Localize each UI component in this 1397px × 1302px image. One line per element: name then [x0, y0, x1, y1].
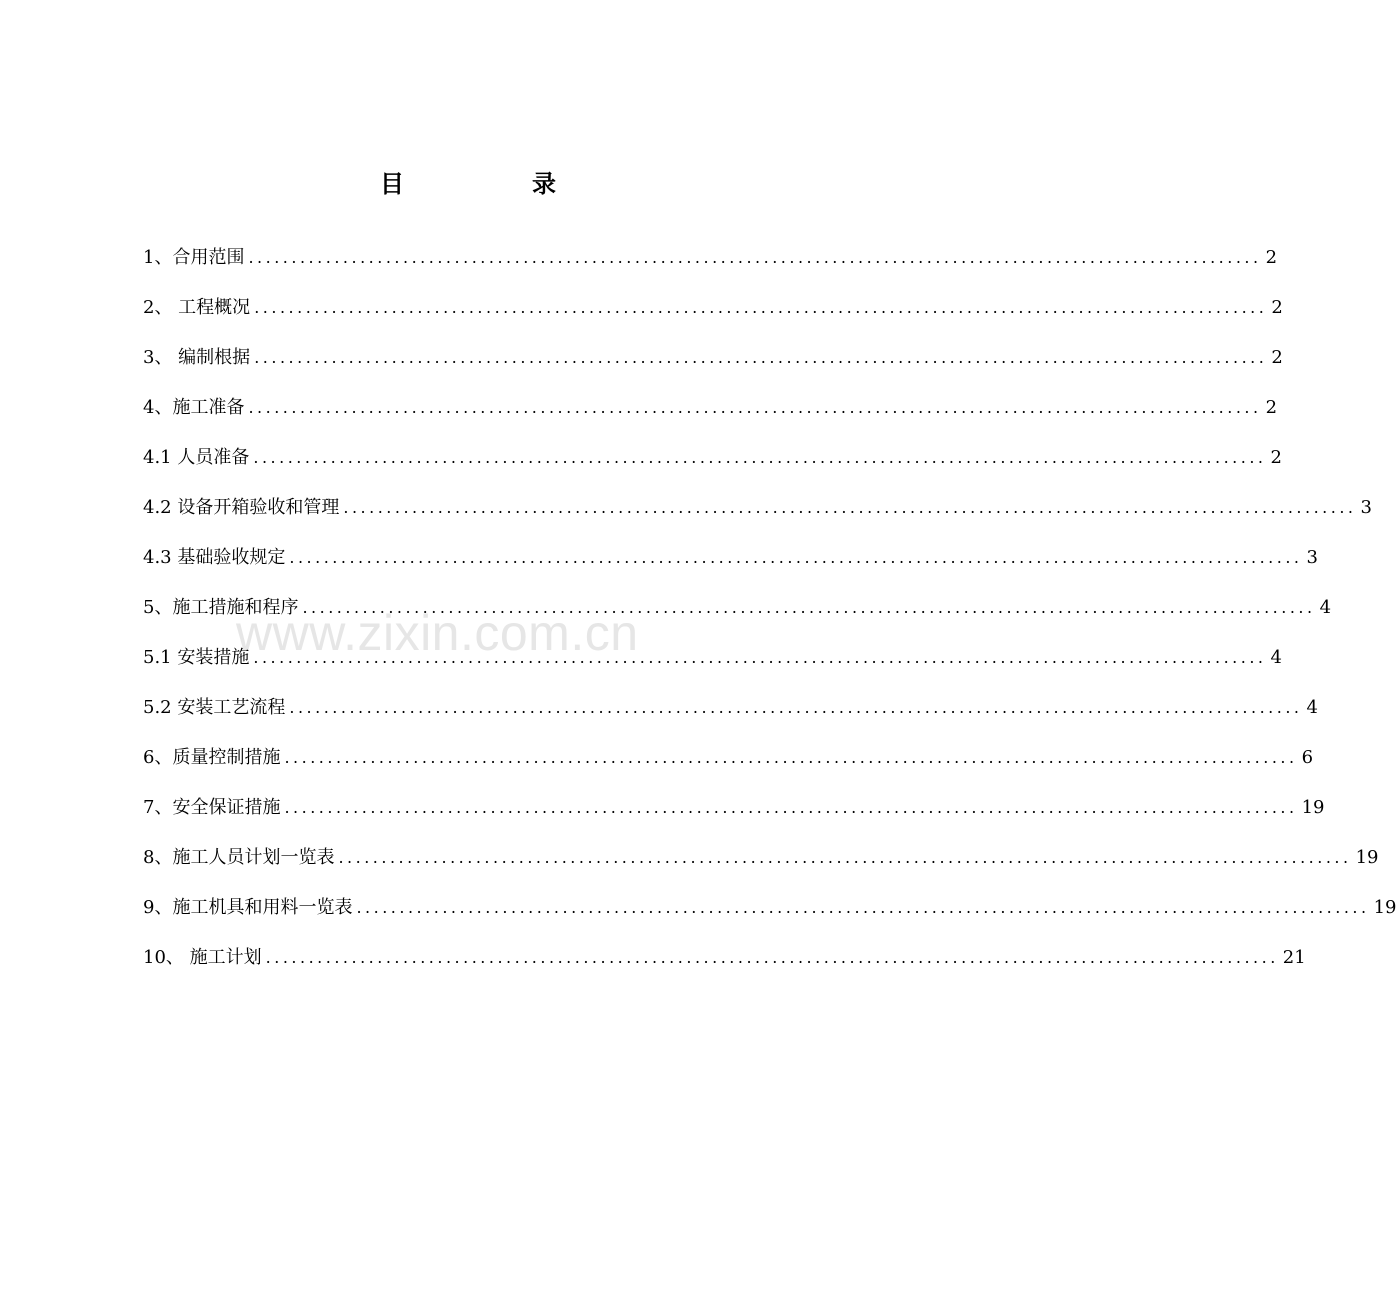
toc-entry[interactable]: [143, 590, 1332, 626]
toc-entry[interactable]: [143, 740, 1314, 776]
toc-entry-label: 4.1 人员准备: [143, 447, 250, 468]
toc-entry-label: 5.1 安装措施: [143, 647, 250, 668]
toc-leader-dots: ......................................................................................................................: [248, 248, 1262, 267]
toc-entry-page: 2: [1271, 297, 1283, 318]
toc-title: [0, 166, 920, 206]
toc-leader-dots: ......................................................................................................................: [356, 898, 1370, 917]
toc-entry-page: 6: [1301, 747, 1314, 768]
toc-entry-label: 1、合用范围: [143, 247, 245, 268]
toc-leader-dots: ......................................................................................................................: [284, 798, 1298, 817]
toc-leader-dots: ......................................................................................................................: [248, 398, 1262, 417]
toc-leader-dots: ......................................................................................................................: [289, 698, 1303, 717]
toc-leader-dots: ......................................................................................................................: [254, 298, 1268, 317]
toc-entry-page: 4: [1319, 597, 1332, 618]
toc-entry[interactable]: [143, 890, 1397, 926]
toc-entry-page: 4: [1270, 647, 1282, 668]
toc-entry-page: 2: [1271, 347, 1283, 368]
toc-entry-page: 2: [1265, 247, 1278, 268]
toc-entry-page: 19: [1301, 797, 1325, 818]
toc-entry[interactable]: [143, 840, 1379, 876]
toc-leader-dots: ......................................................................................................................: [253, 648, 1267, 667]
toc-entry[interactable]: [143, 290, 1283, 326]
toc-entry[interactable]: [143, 940, 1306, 976]
toc-entry-page: 19: [1355, 847, 1379, 868]
toc-entry-label: 2、 工程概况: [143, 297, 251, 318]
toc-entry-label: 5.2 安装工艺流程: [143, 697, 286, 718]
toc-leader-dots: ......................................................................................................................: [289, 548, 1303, 567]
toc-entry-label: 4.2 设备开箱验收和管理: [143, 497, 340, 518]
toc-entry-label: 8、施工人员计划一览表: [143, 847, 335, 868]
toc-entry-label: 5、施工措施和程序: [143, 597, 299, 618]
toc-entry[interactable]: [143, 390, 1278, 426]
toc-leader-dots: ......................................................................................................................: [338, 848, 1352, 867]
toc-leader-dots: ......................................................................................................................: [302, 598, 1316, 617]
toc-entry-page: 19: [1373, 897, 1397, 918]
toc-title-char-2: 录: [532, 170, 556, 198]
toc-entry[interactable]: [143, 790, 1325, 826]
toc-entry-label: 10、 施工计划: [143, 947, 262, 968]
toc-entry[interactable]: [143, 640, 1282, 676]
toc-entry-label: 7、安全保证措施: [143, 797, 281, 818]
toc-leader-dots: ......................................................................................................................: [254, 348, 1268, 367]
toc-entry[interactable]: [143, 540, 1318, 576]
toc-entry-page: 21: [1282, 947, 1306, 968]
toc-entry-label: 9、施工机具和用料一览表: [143, 897, 353, 918]
toc-title-char-1: 目: [380, 170, 404, 198]
toc-entry-page: 3: [1360, 497, 1372, 518]
toc-entry[interactable]: [143, 340, 1283, 376]
toc-entry-page: 3: [1306, 547, 1318, 568]
toc-entry[interactable]: [143, 240, 1278, 276]
toc-entry-page: 2: [1265, 397, 1278, 418]
toc-entry-label: 6、质量控制措施: [143, 747, 281, 768]
toc-entry[interactable]: [143, 490, 1372, 526]
toc-entry-page: 2: [1270, 447, 1282, 468]
toc-leader-dots: ......................................................................................................................: [284, 748, 1298, 767]
toc-leader-dots: ......................................................................................................................: [343, 498, 1357, 517]
toc-entry-page: 4: [1306, 697, 1318, 718]
toc-leader-dots: ......................................................................................................................: [253, 448, 1267, 467]
toc-entry[interactable]: [143, 440, 1282, 476]
toc-leader-dots: ......................................................................................................................: [265, 948, 1279, 967]
toc-entry-label: 3、 编制根据: [143, 347, 251, 368]
toc-entry[interactable]: [143, 690, 1318, 726]
toc-entry-label: 4.3 基础验收规定: [143, 547, 286, 568]
toc-entry-label: 4、施工准备: [143, 397, 245, 418]
watermark: www.zixin.com.cn: [236, 605, 639, 661]
